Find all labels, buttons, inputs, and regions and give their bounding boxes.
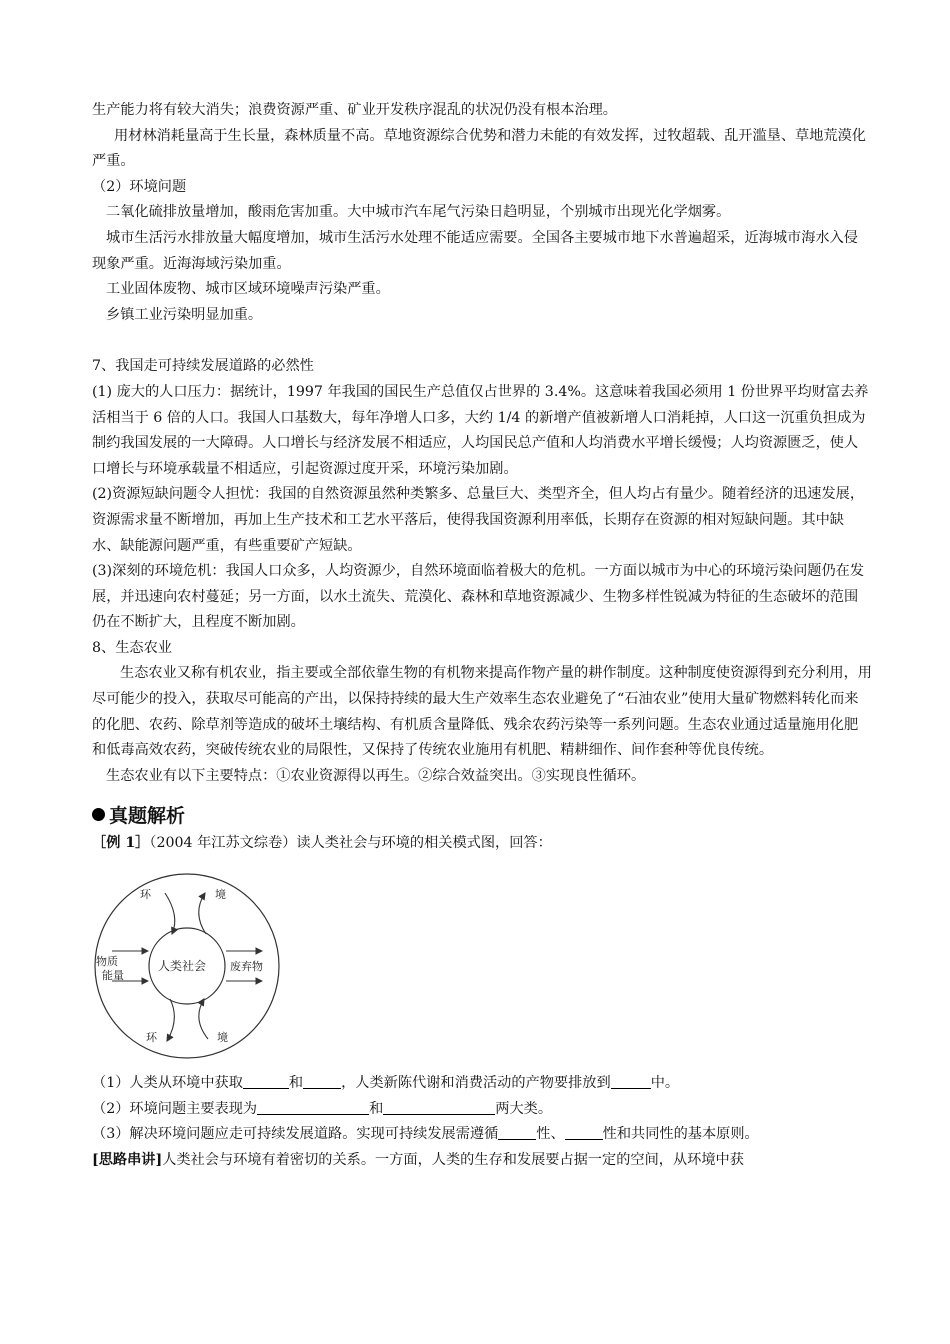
example-text: （2004 年江苏文综卷）读人类社会与环境的相关模式图，回答：: [149, 835, 552, 852]
answer-blank[interactable]: [257, 1100, 369, 1115]
paragraph: 二氧化硫排放量增加，酸雨危害加重。大中城市汽车尾气污染日趋明显，个别城市出现光化学烟雾。: [106, 204, 731, 221]
arrow-out-top-right: [199, 893, 206, 934]
example-label: ［例 1］: [92, 835, 150, 852]
label-matter: 物质: [96, 955, 118, 969]
answer-blank[interactable]: [243, 1074, 289, 1089]
analysis-text: 人类社会与环境有着密切的关系。一方面，人类的生存和发展要占据一定的空间，从环境中获: [162, 1151, 744, 1168]
label-env-top-left: 环: [140, 888, 151, 902]
answer-blank[interactable]: [498, 1125, 536, 1140]
analysis-label: [思路串讲]: [92, 1151, 163, 1168]
question-2: [92, 1097, 872, 1123]
q1-text-b: 和: [288, 1075, 304, 1092]
human-environment-diagram: [92, 871, 282, 1061]
section-title: 8、生态农业: [92, 639, 172, 656]
q3-text-b: 性、: [536, 1126, 565, 1143]
paragraph: (3)深刻的环境危机：我国人口众多，人均资源少，自然环境面临着极大的危机。一方面以城市为中心的环境污染问题仍在发展，并迅速向农村蔓延；另一方面，以水土流失、荒漠化、森林和草地资源减少、生物多样性锐减为特征的生态破坏的范围仍在不断扩大，且程度不断加剧。: [92, 563, 865, 631]
answer-blank[interactable]: [303, 1074, 341, 1089]
q3-text-c: 性和共同性的基本原则。: [602, 1126, 759, 1143]
q2-text-b: 和: [369, 1100, 384, 1117]
paragraph: 用材林消耗量高于生长量，森林质量不高。草地资源综合优势和潜力未能的有效发挥，过牧超载、乱开滥垦、草地荒漠化严重。: [92, 127, 866, 170]
paragraph: 生态农业有以下主要特点：①农业资源得以再生。②综合效益突出。③实现良性循环。: [106, 767, 646, 784]
q1-text-a: （1）人类从环境中获取: [92, 1075, 243, 1092]
paragraph: 城市生活污水排放量大幅度增加，城市生活污水处理不能适应需要。全国各主要城市地下水普遍超采，近海城市海水入侵现象严重。近海海域污染加重。: [92, 229, 858, 272]
example-line: [92, 831, 872, 857]
paragraph: 生产能力将有较大消失；浪费资源严重、矿业开发秩序混乱的状况仍没有根本治理。: [92, 102, 617, 118]
q1-text-d: 中。: [650, 1075, 680, 1092]
label-energy: 能量: [102, 969, 124, 983]
question-1: [92, 1071, 872, 1097]
paragraph: 工业固体废物、城市区域环境噪声污染严重。: [106, 281, 390, 298]
paragraph: 乡镇工业污染明显加重。: [106, 306, 263, 323]
q1-text-c: ，人类新陈代谢和消费活动的产物要排放到: [341, 1075, 611, 1092]
answer-blank[interactable]: [383, 1100, 495, 1115]
bullet-icon: [92, 808, 105, 821]
arrow-out-bottom-left: [167, 999, 174, 1041]
q2-text-c: 两大类。: [495, 1100, 553, 1117]
exam-heading-text: 真题解析: [109, 805, 186, 828]
paragraph: 生态农业又称有机农业，指主要或全部依靠生物的有机物来提高作物产量的耕作制度。这种制度使资源得到充分利用，用尽可能少的投入，获取尽可能高的产出，以保持持续的最大生产效率生态农业避免了“石油农业”使用大量矿物燃料转化而来的化肥、农药、除草剂等造成的破坏土壤结构、有机质含量降低、残余农药污染等一系列问题。生态农业通过适量施用化肥和低毒高效农药，突破传统农业的局限性，又保持了传统农业施用有机肥、精耕细作、间作套种等优良传统。: [92, 665, 872, 759]
paragraph: (2)资源短缺问题令人担忧：我国的自然资源虽然种类繁多、总量巨大、类型齐全，但人均占有量少。随着经济的迅速发展，资源需求量不断增加，再加上生产技术和工艺水平落后，使得我国资源利用率低，长期存在资源的相对短缺问题。其中缺水、缺能源问题严重，有些重要矿产短缺。: [92, 486, 865, 554]
label-env-bottom-right: 境: [217, 1031, 228, 1045]
label-waste: 废弃物: [230, 960, 263, 974]
section-title: 7、我国走可持续发展道路的必然性: [92, 358, 314, 375]
document-page: [92, 98, 872, 1173]
q2-text-a: （2）环境问题主要表现为: [92, 1100, 258, 1117]
q3-text-a: （3）解决环境问题应走可持续发展道路。实现可持续发展需遵循: [92, 1126, 499, 1143]
label-env-bottom-left: 环: [146, 1031, 157, 1045]
label-human-society: 人类社会: [158, 959, 207, 974]
answer-blank[interactable]: [565, 1125, 603, 1140]
exam-heading: [92, 801, 872, 831]
analysis-line: [92, 1148, 872, 1174]
question-3: [92, 1122, 872, 1148]
arrow-in-bottom-right: [199, 999, 208, 1039]
answer-blank[interactable]: [611, 1074, 651, 1089]
paragraph: (1) 庞大的人口压力：据统计，1997 年我国的国民生产总值仅占世界的 3.4%。这意味着我国必须用 1 份世界平均财富去养活相当于 6 倍的人口。我国人口基数大，每年净增人口多，大约 1/4 的新增产值被新增人口消耗掉，人口这一沉重负担成为制约我国发展的一大障碍。人口增长与经济发展不相适应，人均国民总产值和人均消费水平增长缓慢；人均资源匮乏，使人口增长与环境承载量不相适应，引起资源过度开采，环境污染加剧。: [92, 383, 869, 477]
section-heading: （2）环境问题: [92, 178, 187, 195]
arrow-in-top-left: [165, 893, 175, 934]
label-env-top-right: 境: [215, 888, 226, 902]
